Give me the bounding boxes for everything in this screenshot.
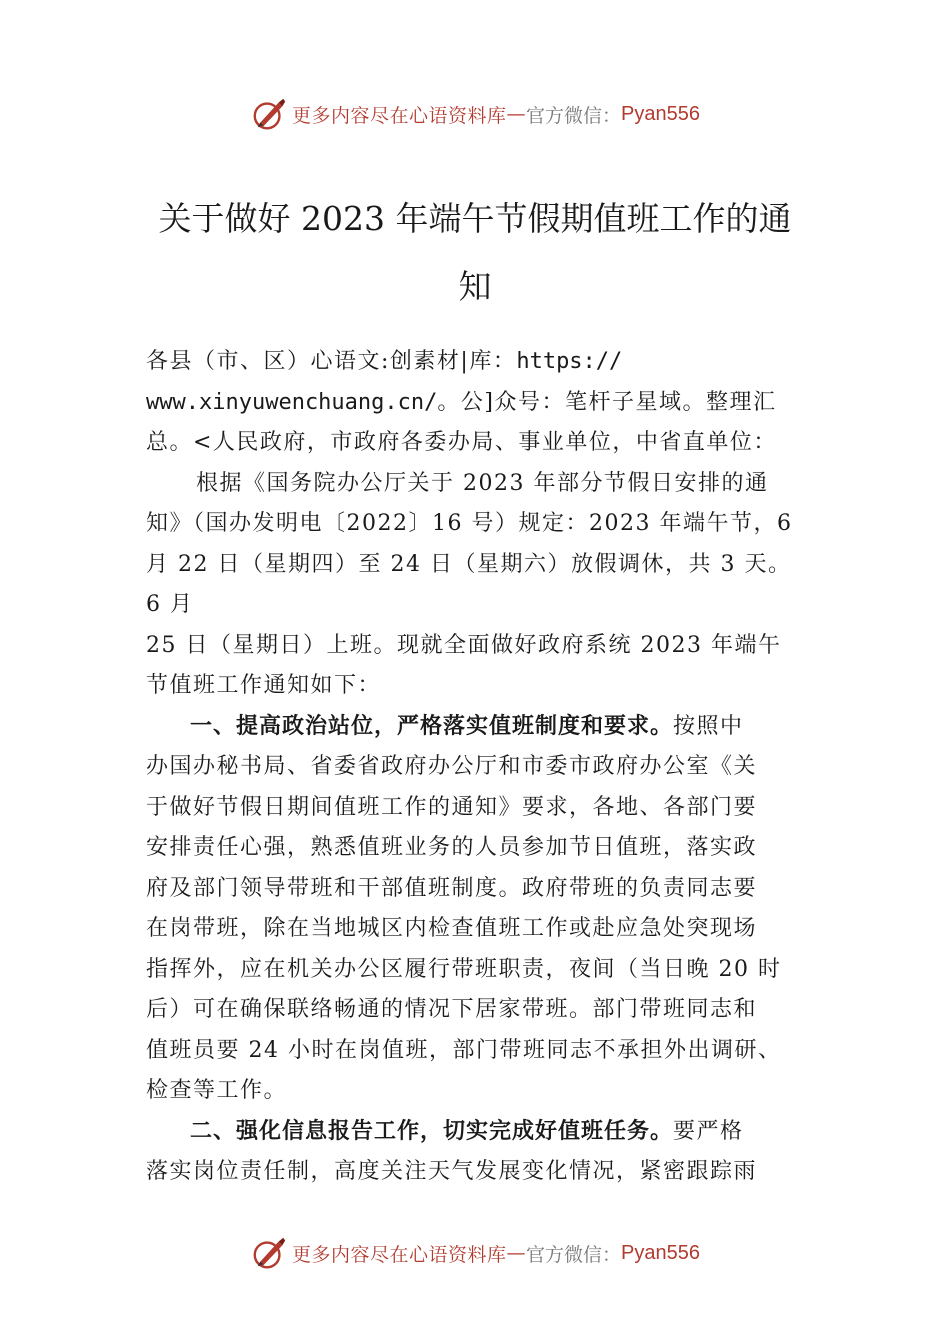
banner-separator: — [506,1242,527,1264]
footer-banner [0,1233,950,1273]
body-line: 后）可在确保联络畅通的情况下居家带班。部门带班同志和 [146,997,758,1022]
banner-separator: — [506,103,527,125]
banner-wechat-id: Pyan556 [621,1241,700,1264]
banner-wechat-label: 官方微信： [526,104,622,127]
header-banner [0,94,950,134]
document-body [146,342,816,1193]
banner-wechat-label: 官方微信： [526,1243,622,1266]
body-line: 于做好节假日期间值班工作的通知》要求，各地、各部门要 [146,794,758,820]
body-line: 值班员要 24 小时在岗值班，部门带班同志不承担外出调研、 [146,1037,782,1063]
body-line: 6 月 [146,592,194,617]
body-line: www.xinyuwenchuang.cn/。公]众号：笔杆子星域。整理汇 [146,389,777,415]
body-line: 25 日（星期日）上班。现就全面做好政府系统 2023 年端午 [146,632,782,658]
body-line: 知》（国办发明电〔2022〕16 号）规定：2023 年端午节，6 [146,511,793,536]
banner-site-text: 更多内容尽在心语资料库 [292,104,507,127]
document-title [0,185,950,321]
title-line-1: 关于做好 2023 年端午节假期值班工作的通 [158,199,792,238]
body-line: 落实岗位责任制，高度关注天气发展变化情况，紧密跟踪雨 [146,1159,758,1184]
body-line: 办国办秘书局、省委省政府办公厅和市委市政府办公室《关 [146,754,758,779]
title-line-2: 知 [458,267,492,306]
body-line: 节值班工作通知如下： [146,673,382,698]
pen-logo-icon [250,1234,288,1272]
body-line: 指挥外，应在机关办公区履行带班职责，夜间（当日晚 20 时 [146,956,782,982]
body-line: 各县（市、区）心语文:创素材|库：https:// [146,349,623,374]
body-line: 安排责任心强，熟悉值班业务的人员参加节日值班，落实政 [146,835,758,860]
body-line: 检查等工作。 [146,1078,288,1103]
section-heading-1: 一、提高政治站位，严格落实值班制度和要求。按照中 [190,713,744,739]
banner-wechat-id: Pyan556 [621,102,700,125]
body-line: 在岗带班，除在当地城区内检查值班工作或赴应急处突现场 [146,916,758,941]
body-line: 府及部门领导带班和干部值班制度。政府带班的负责同志要 [146,875,758,901]
body-line: 月 22 日（星期四）至 24 日（星期六）放假调休，共 3 天。 [146,551,792,577]
body-line: 根据《国务院办公厅关于 2023 年部分节假日安排的通 [196,470,769,496]
section-heading-2: 二、强化信息报告工作，切实完成好值班任务。要严格 [190,1118,744,1144]
banner-site-text: 更多内容尽在心语资料库 [292,1243,507,1266]
body-line: 总。<人民政府，市政府各委办局、事业单位，中省直单位： [146,430,777,455]
pen-logo-icon [250,95,288,133]
